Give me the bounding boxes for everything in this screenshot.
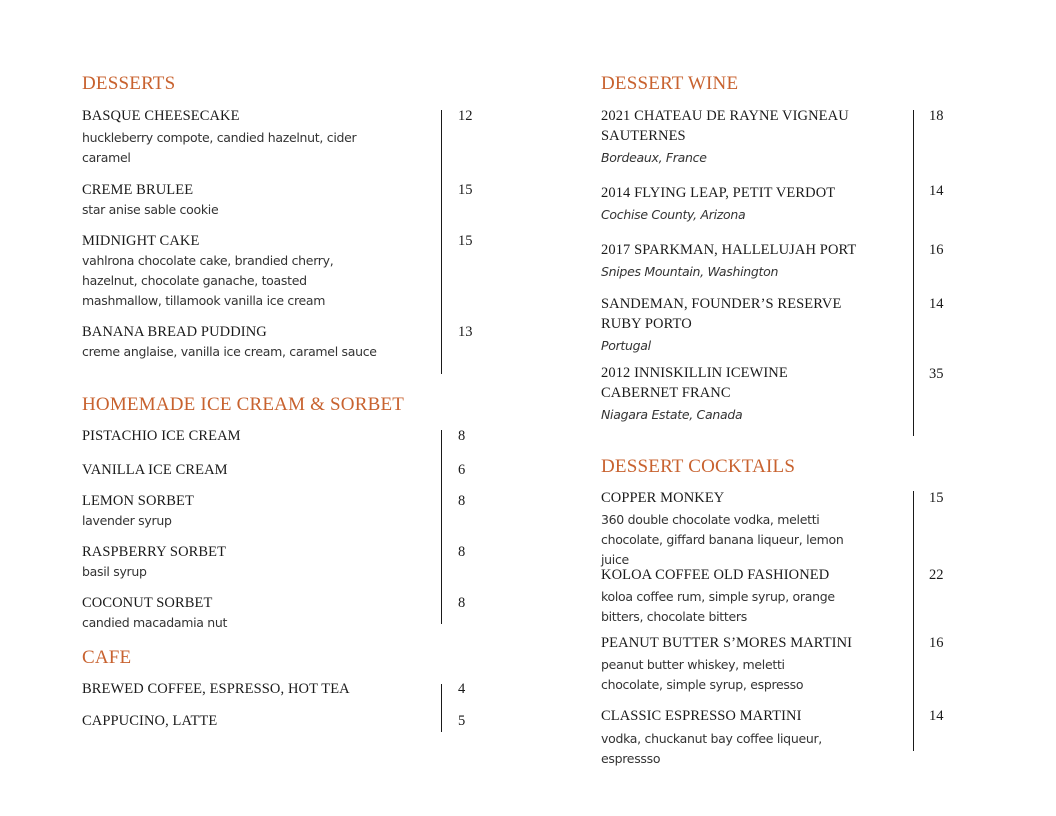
ice-cream-heading: HOMEMADE ICE CREAM & SORBET bbox=[82, 394, 405, 415]
ice-cream-desc-raspberry-sorbet: basil syrup bbox=[82, 564, 147, 579]
ice-cream-price-pistachio: 8 bbox=[458, 428, 466, 444]
dessert-price-basque-cheesecake: 12 bbox=[458, 108, 473, 124]
wine-price-inniskillin: 35 bbox=[929, 366, 944, 382]
wine-origin-flying-leap: Cochise County, Arizona bbox=[601, 207, 746, 222]
wine-origin-sandeman: Portugal bbox=[601, 338, 651, 353]
dessert-desc-banana-bread-pudding: creme anglaise, vanilla ice cream, caramel sauce bbox=[82, 344, 377, 359]
wine-name-inniskillin: 2012 INNISKILLIN ICEWINE CABERNET FRANC bbox=[601, 365, 788, 401]
cocktail-name-koloa-old-fashioned: KOLOA COFFEE OLD FASHIONED bbox=[601, 567, 830, 583]
ice-cream-price-coconut-sorbet: 8 bbox=[458, 595, 466, 611]
cocktail-desc-copper-monkey: 360 double chocolate vodka, meletti chocolate, giffard banana liqueur, lemon juice bbox=[601, 512, 844, 567]
ice-cream-price-vanilla: 6 bbox=[458, 462, 466, 478]
dessert-desc-midnight-cake: vahlrona chocolate cake, brandied cherry, hazelnut, chocolate ganache, toasted mashmallow, tillamook vanilla ice cream bbox=[82, 253, 334, 308]
wine-name-sandeman: SANDEMAN, FOUNDER’S RESERVE RUBY PORTO bbox=[601, 296, 842, 332]
cocktail-name-classic-espresso-martini: CLASSIC ESPRESSO MARTINI bbox=[601, 708, 802, 724]
cafe-divider bbox=[441, 684, 442, 732]
cocktail-desc-koloa-old-fashioned: koloa coffee rum, simple syrup, orange bitters, chocolate bitters bbox=[601, 589, 835, 624]
wine-price-sparkman: 16 bbox=[929, 242, 944, 258]
cocktail-name-peanut-butter-smores: PEANUT BUTTER S’MORES MARTINI bbox=[601, 635, 853, 651]
cocktail-desc-peanut-butter-smores: peanut butter whiskey, meletti chocolate, simple syrup, espresso bbox=[601, 657, 804, 692]
dessert-name-midnight-cake: MIDNIGHT CAKE bbox=[82, 233, 200, 249]
wine-name-flying-leap: 2014 FLYING LEAP, PETIT VERDOT bbox=[601, 185, 836, 201]
cafe-name-brewed-coffee: BREWED COFFEE, ESPRESSO, HOT TEA bbox=[82, 681, 350, 697]
desserts-divider bbox=[441, 110, 442, 374]
cafe-heading: CAFE bbox=[82, 647, 132, 668]
ice-cream-name-raspberry-sorbet: RASPBERRY SORBET bbox=[82, 544, 227, 560]
wine-price-chateau-de-rayne: 18 bbox=[929, 108, 944, 124]
dessert-name-creme-brulee: CREME BRULEE bbox=[82, 182, 194, 198]
cafe-price-brewed-coffee: 4 bbox=[458, 681, 466, 697]
cocktail-name-copper-monkey: COPPER MONKEY bbox=[601, 490, 725, 506]
desserts-heading: DESSERTS bbox=[82, 73, 176, 94]
dessert-wine-heading: DESSERT WINE bbox=[601, 73, 739, 94]
ice-cream-name-lemon-sorbet: LEMON SORBET bbox=[82, 493, 194, 509]
ice-cream-price-lemon-sorbet: 8 bbox=[458, 493, 466, 509]
dessert-price-midnight-cake: 15 bbox=[458, 233, 473, 249]
wine-price-sandeman: 14 bbox=[929, 296, 944, 312]
dessert-cocktails-divider bbox=[913, 491, 914, 751]
dessert-price-banana-bread-pudding: 13 bbox=[458, 324, 473, 340]
dessert-wine-divider bbox=[913, 110, 914, 436]
dessert-name-banana-bread-pudding: BANANA BREAD PUDDING bbox=[82, 324, 267, 340]
ice-cream-desc-lemon-sorbet: lavender syrup bbox=[82, 513, 172, 528]
wine-origin-sparkman: Snipes Mountain, Washington bbox=[601, 264, 779, 279]
dessert-desc-creme-brulee: star anise sable cookie bbox=[82, 202, 219, 217]
ice-cream-name-pistachio: PISTACHIO ICE CREAM bbox=[82, 428, 241, 444]
ice-cream-desc-coconut-sorbet: candied macadamia nut bbox=[82, 615, 228, 630]
ice-cream-price-raspberry-sorbet: 8 bbox=[458, 544, 466, 560]
cocktail-price-peanut-butter-smores: 16 bbox=[929, 635, 944, 651]
cocktail-price-classic-espresso-martini: 14 bbox=[929, 708, 944, 724]
ice-cream-divider bbox=[441, 430, 442, 624]
wine-origin-inniskillin: Niagara Estate, Canada bbox=[601, 407, 743, 422]
wine-origin-chateau-de-rayne: Bordeaux, France bbox=[601, 150, 707, 165]
ice-cream-name-vanilla: VANILLA ICE CREAM bbox=[82, 462, 228, 478]
cocktail-price-copper-monkey: 15 bbox=[929, 490, 944, 506]
dessert-cocktails-heading: DESSERT COCKTAILS bbox=[601, 456, 796, 477]
ice-cream-name-coconut-sorbet: COCONUT SORBET bbox=[82, 595, 213, 611]
dessert-price-creme-brulee: 15 bbox=[458, 182, 473, 198]
cocktail-desc-classic-espresso-martini: vodka, chuckanut bay coffee liqueur, espressso bbox=[601, 731, 822, 766]
cafe-name-cappucino-latte: CAPPUCINO, LATTE bbox=[82, 713, 218, 729]
wine-price-flying-leap: 14 bbox=[929, 183, 944, 199]
dessert-name-basque-cheesecake: BASQUE CHEESECAKE bbox=[82, 108, 240, 124]
cafe-price-cappucino-latte: 5 bbox=[458, 713, 466, 729]
wine-name-sparkman: 2017 SPARKMAN, HALLELUJAH PORT bbox=[601, 242, 857, 258]
dessert-desc-basque-cheesecake: huckleberry compote, candied hazelnut, cider caramel bbox=[82, 130, 357, 165]
cocktail-price-koloa-old-fashioned: 22 bbox=[929, 567, 944, 583]
wine-name-chateau-de-rayne: 2021 CHATEAU DE RAYNE VIGNEAU SAUTERNES bbox=[601, 108, 849, 144]
